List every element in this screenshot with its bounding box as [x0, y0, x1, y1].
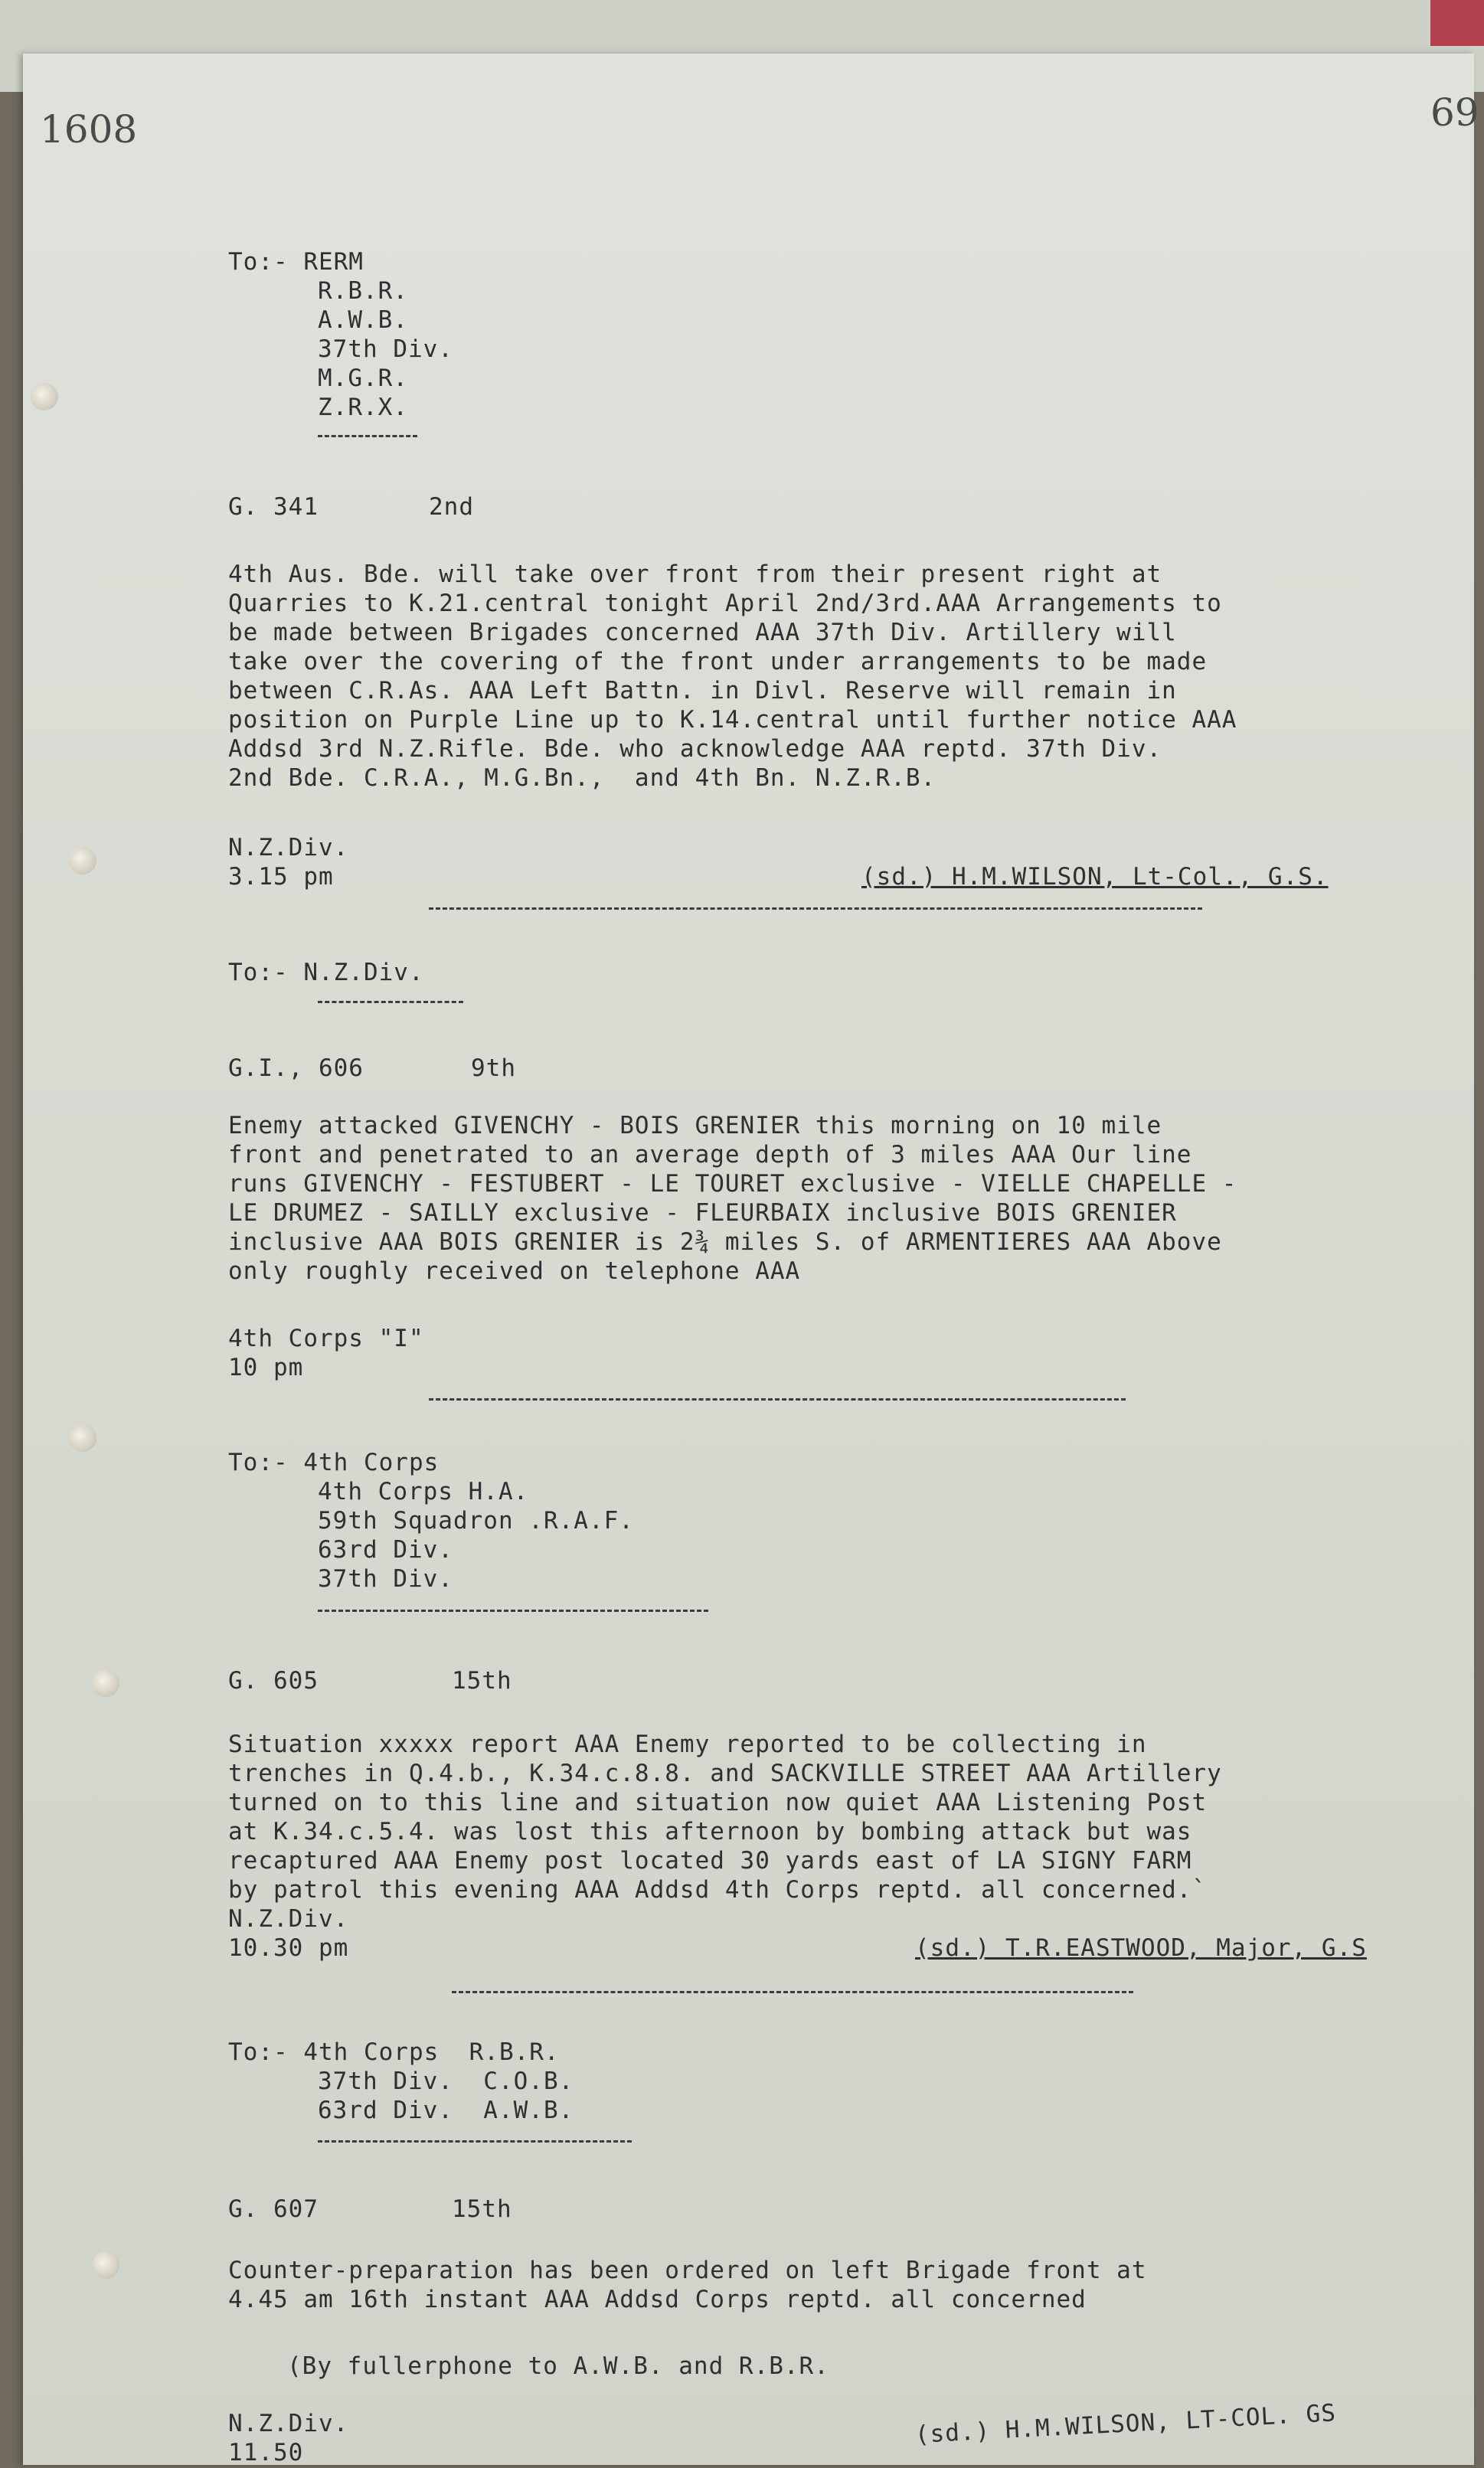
message-separator [429, 1398, 1126, 1401]
msg1-body-line: 2nd Bde. C.R.A., M.G.Bn., and 4th Bn. N.Z.R.B. [228, 764, 936, 792]
folder-tab [1430, 0, 1484, 46]
to-divider [318, 435, 417, 437]
msg4-signature: (sd.) H.M.WILSON, LT-COL. GS [914, 2399, 1337, 2449]
msg3-to-line: 63rd Div. [318, 1536, 453, 1564]
msg3-signature: (sd.) T.R.EASTWOOD, Major, G.S [915, 1934, 1367, 1962]
msg2-body-line: runs GIVENCHY - FESTUBERT - LE TOURET exclusive - VIELLE CHAPELLE - [228, 1170, 1237, 1198]
page-number-right: 69 [1430, 90, 1479, 135]
punch-hole [69, 1424, 96, 1452]
msg4-to-line: To:- 4th Corps R.B.R. [228, 2038, 560, 2066]
punch-hole [92, 1669, 119, 1697]
msg4-origin: N.Z.Div. [228, 2410, 349, 2437]
msg3-date: 15th [452, 1667, 512, 1695]
msg3-body-line: at K.34.c.5.4. was lost this afternoon by bombing attack but was [228, 1818, 1192, 1845]
msg3-ref: G. 605 [228, 1667, 319, 1695]
punch-hole [69, 847, 96, 874]
msg1-body-line: take over the covering of the front under arrangements to be made [228, 648, 1208, 675]
msg2-origin: 4th Corps "I" [228, 1325, 424, 1352]
message-separator [452, 1991, 1133, 1993]
msg4-time: 11.50 [228, 2439, 304, 2466]
msg2-body-line: Enemy attacked GIVENCHY - BOIS GRENIER this morning on 10 mile [228, 1112, 1162, 1139]
msg1-to-line: Z.R.X. [318, 394, 408, 421]
msg1-to-line: 37th Div. [318, 335, 453, 363]
msg1-body-line: Quarries to K.21.central tonight April 2nd/3rd.AAA Arrangements to [228, 590, 1222, 617]
msg1-to-line: M.G.R. [318, 364, 408, 392]
to-divider [318, 1001, 463, 1003]
msg1-body-line: between C.R.As. AAA Left Battn. in Divl. Reserve will remain in [228, 677, 1177, 704]
msg3-body-line: trenches in Q.4.b., K.34.c.8.8. and SACKVILLE STREET AAA Artillery [228, 1760, 1222, 1787]
msg2-to-line: To:- N.Z.Div. [228, 959, 424, 986]
msg1-body-line: 4th Aus. Bde. will take over front from their present right at [228, 561, 1162, 588]
msg3-body-line: Situation xxxxx report AAA Enemy reported to be collecting in [228, 1731, 1147, 1758]
msg2-date: 9th [471, 1054, 516, 1082]
to-divider [318, 1610, 708, 1612]
msg4-to-line: 37th Div. C.O.B. [318, 2068, 574, 2095]
message-separator [429, 907, 1202, 910]
msg4-date: 15th [452, 2195, 512, 2223]
msg2-body-line: front and penetrated to an average depth of 3 miles AAA Our line [228, 1141, 1192, 1169]
msg3-to-line: 59th Squadron .R.A.F. [318, 1507, 634, 1535]
msg4-body-line: 4.45 am 16th instant AAA Addsd Corps reptd. all concerned [228, 2286, 1087, 2313]
msg3-to-line: 37th Div. [318, 1565, 453, 1593]
msg3-body-line: recaptured AAA Enemy post located 30 yards east of LA SIGNY FARM [228, 1847, 1192, 1875]
msg3-body-line: by patrol this evening AAA Addsd 4th Corps reptd. all concerned.` [228, 1876, 1208, 1904]
msg4-ref: G. 607 [228, 2195, 319, 2223]
msg3-origin: N.Z.Div. [228, 1905, 349, 1933]
punch-hole [92, 2251, 119, 2279]
msg1-to-line: R.B.R. [318, 277, 408, 305]
msg1-body-line: position on Purple Line up to K.14.central until further notice AAA [228, 706, 1237, 734]
msg2-body-line: LE DRUMEZ - SAILLY exclusive - FLEURBAIX inclusive BOIS GRENIER [228, 1199, 1177, 1227]
to-divider [318, 2140, 632, 2143]
msg3-time: 10.30 pm [228, 1934, 349, 1962]
msg2-body-line: only roughly received on telephone AAA [228, 1257, 801, 1285]
msg3-body-line: turned on to this line and situation now quiet AAA Listening Post [228, 1789, 1208, 1816]
msg1-to-line: To:- RERM [228, 248, 364, 276]
page-number-left: 1608 [40, 107, 138, 152]
msg1-to-line: A.W.B. [318, 306, 408, 334]
msg4-note: (By fullerphone to A.W.B. and R.B.R. [287, 2352, 829, 2380]
punch-hole [31, 383, 58, 410]
msg2-body-line: inclusive AAA BOIS GRENIER is 2¾ miles S. of ARMENTIERES AAA Above [228, 1228, 1222, 1256]
msg1-signature: (sd.) H.M.WILSON, Lt-Col., G.S. [861, 863, 1329, 891]
msg1-ref: G. 341 [228, 493, 319, 521]
msg1-date: 2nd [429, 493, 474, 521]
msg2-ref: G.I., 606 [228, 1054, 364, 1082]
msg1-body-line: be made between Brigades concerned AAA 37th Div. Artillery will [228, 619, 1177, 646]
msg3-to-line: 4th Corps H.A. [318, 1478, 529, 1505]
msg2-time: 10 pm [228, 1354, 304, 1381]
msg4-to-line: 63rd Div. A.W.B. [318, 2097, 574, 2124]
msg1-body-line: Addsd 3rd N.Z.Rifle. Bde. who acknowledge AAA reptd. 37th Div. [228, 735, 1162, 763]
msg4-body-line: Counter-preparation has been ordered on left Brigade front at [228, 2257, 1147, 2284]
msg3-to-line: To:- 4th Corps [228, 1449, 440, 1476]
msg1-time: 3.15 pm [228, 863, 334, 891]
msg1-origin: N.Z.Div. [228, 834, 349, 861]
